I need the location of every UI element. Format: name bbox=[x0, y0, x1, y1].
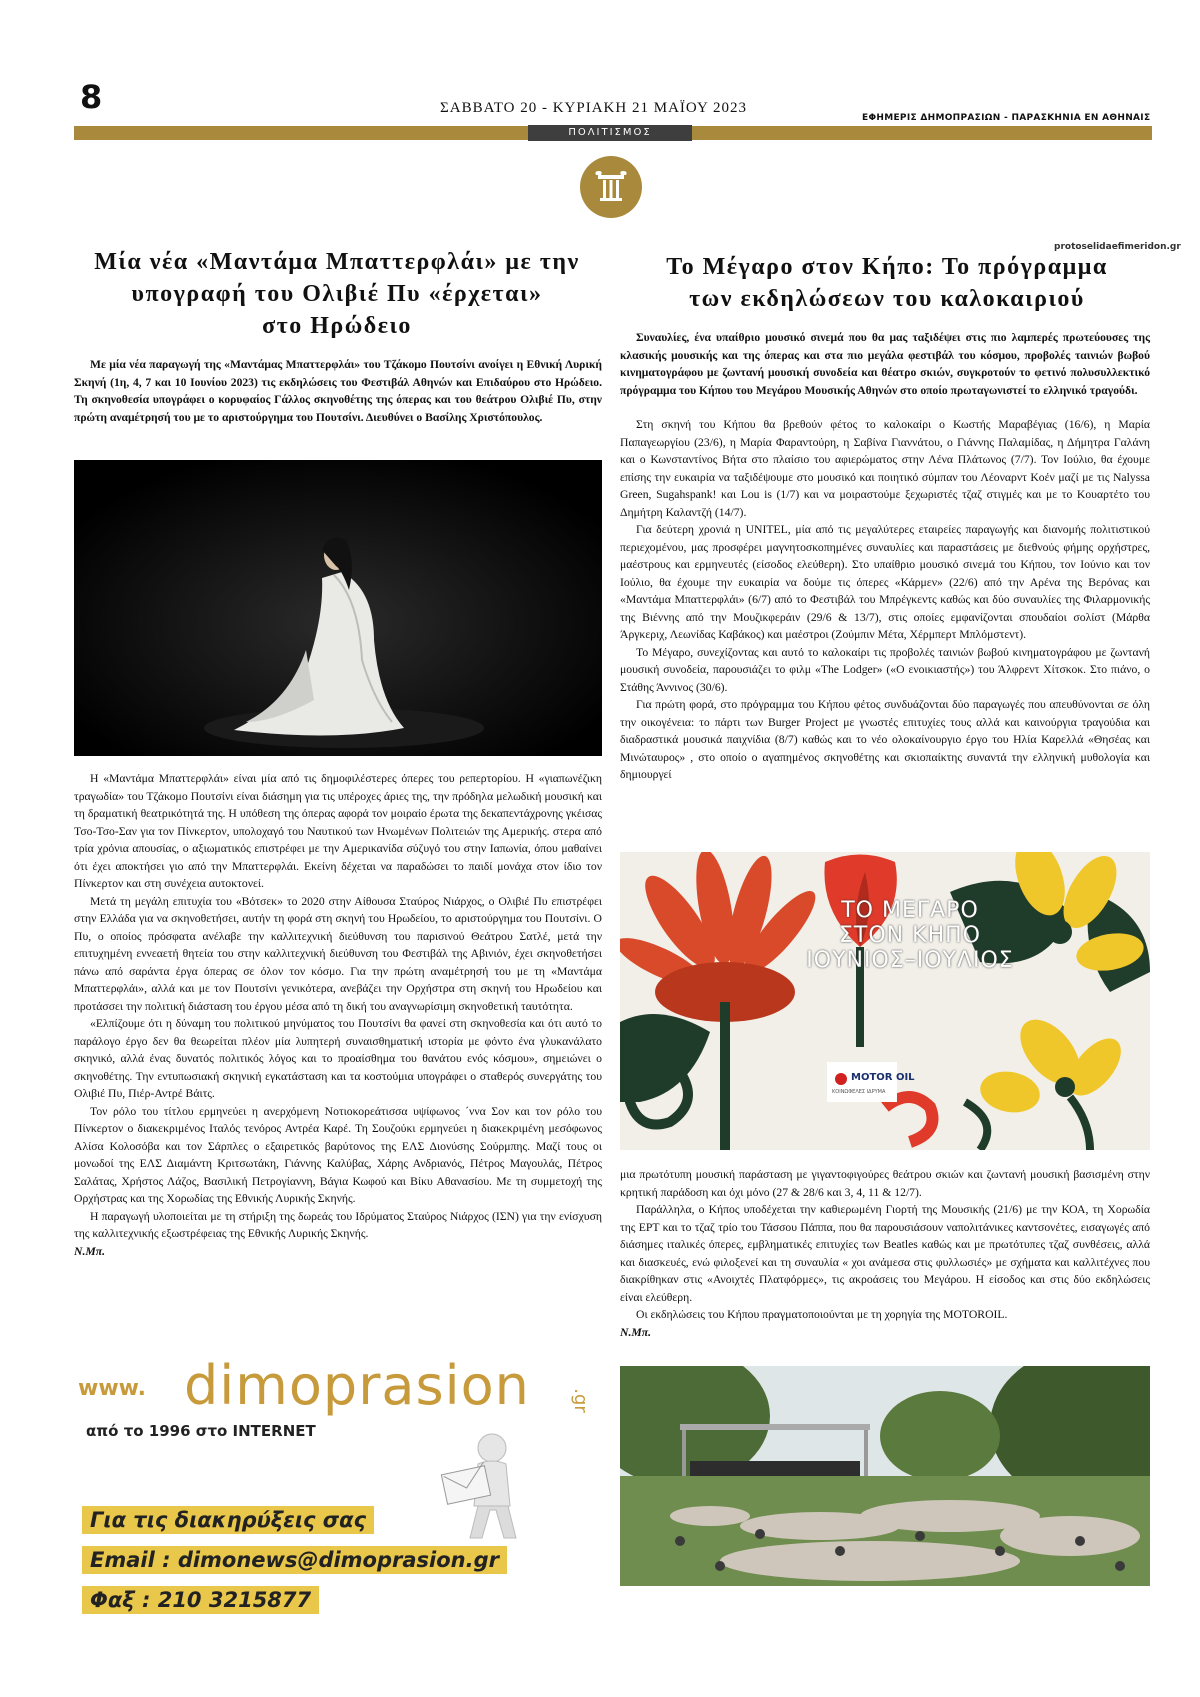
ad-fax: Φαξ : 210 3215877 bbox=[82, 1586, 319, 1614]
ad-www: www. bbox=[78, 1376, 146, 1401]
issue-date: ΣΑΒΒΑΤΟ 20 - ΚΥΡΙΑΚΗ 21 ΜΑΪΟΥ 2023 bbox=[440, 100, 748, 116]
right-article-title bbox=[624, 251, 1150, 315]
paragraph: Η παραγωγή υλοποιείται με τη στήριξη της δωρεάς του Ιδρύματος Σταύρος Νιάρχος (ΙΣΝ) για την ενίσχυση της καλλιτεχνικής εξωστρέφειας της Εθνικής Λυρικής Σκηνής. bbox=[74, 1209, 602, 1240]
poster-title-line: ΣΤΟΝ ΚΗΠΟ bbox=[839, 923, 981, 948]
section-label: ΠΟΛΙΤΙΣΜΟΣ bbox=[528, 125, 692, 141]
source-watermark: protoselidaefimeridon.gr bbox=[1054, 242, 1181, 252]
newspaper-name: ΕΦΗΜΕΡΙΣ ΔΗΜΟΠΡΑΣΙΩΝ - ΠΑΡΑΣΚΗΝΙΑ ΕΝ ΑΘΗΝΑΙΣ bbox=[862, 113, 1151, 123]
paragraph: Για πρώτη φορά, στο πρόγραμμα του Κήπου φέτος συνδυάζονται δύο παραγωγές που απευθύνονται σε όλη την οικογένεια: το πάρτι των Burger Project με γνωστές επιτυχίες τους αλλά και καινούργια τραγούδια και διαδραστικά μουσικά παιχνίδια (8/7) καθώς και το νέο ολοκαίνουργιο έργο του Ηλία Καρελλά «Θησέας και Μινώταυρος» , στο οποίο ο αγαπημένος σκηνοθέτης και σκιοπαίκτης συναντά την ελληνική μυθολογία και δημιουργεί bbox=[620, 698, 1150, 781]
paragraph: Μετά τη μεγάλη επιτυχία του «Βότσεκ» το 2020 στην Αίθουσα Σταύρος Νιάρχος, ο Ολιβιέ Πυ επιστρέφει στην Ελλάδα για να σκηνοθετήσει, αυτήν τη φορά στη σκηνή του Ηρωδείου, το αριστούργημα του Πουτσίνι. Ο Πυ, ο οποίος πρόσφατα ανέλαβε την καλλιτεχνική διεύθυνση του παρισινού Θεάτρου Σατλέ, μετά την επιτυχημένη εννεαετή θητεία του στην καλλιτεχνική διεύθυνση του Φεστιβάλ της Αβινιόν, έχει σκηνοθετήσει πάνω από σαράντα έργα όπερας σε όλον τον κόσμο. Για την πρώτη αναμέτρησή του με τη «Μαντάμα Μπαττερφλάι», αλλά και με τον Πουτσίνι γενικότερα, ανεβάζει την Ορχήστρα στη σκηνή του Ηρωδείου και προτάσσει την πολιτική διάσταση του έργου μέσα από τη δική του αναγνωρίσιμη σκηνοθετική ταυτότητα. bbox=[74, 894, 602, 1013]
title-line: υπογραφή του Ολιβιέ Πυ «έρχεται» bbox=[131, 281, 543, 307]
author-signature: Ν.Μπ. bbox=[74, 1244, 106, 1258]
title-line: Το Μέγαρο στον Κήπο: Το πρόγραμμα bbox=[666, 254, 1108, 280]
title-line: Μία νέα «Μαντάμα Μπαττερφλάι» με την bbox=[94, 249, 580, 275]
poster-title-line: ΙΟΥΝΙΟΣ–ΙΟΥΛΙΟΣ bbox=[806, 948, 1014, 973]
poster-title bbox=[780, 898, 1040, 973]
poster-title-line: ΤΟ ΜΕΓΑΡΟ bbox=[841, 898, 979, 923]
author-signature: Ν.Μπ. bbox=[620, 1325, 652, 1339]
dimoprasion-ad[interactable] bbox=[74, 1354, 602, 1616]
right-article-body bbox=[620, 416, 1150, 784]
paragraph: Οι εκδηλώσεις του Κήπου πραγματοποιούνται με τη χορηγία της MOTOROIL. bbox=[636, 1308, 1008, 1321]
title-line: στο Ηρώδειο bbox=[262, 313, 412, 339]
paragraph: «Ελπίζουμε ότι η δύναμη του πολιτικού μηνύματος του Πουτσίνι θα φανεί στη σκηνοθεσία και ότι αυτό το παράλογο έργο δεν θα θεωρείται πλέον μία λυπητερή συναισθηματική ιστορία με φόντο ένα γλυκανάλατο σκηνικό, αλλά ένας δυνατός πολιτικός λόγος και το προαίσθημα του θανάτου ενός κόσμου», σημειώνει ο σκηνοθέτης. Την εντυπωσιακή σκηνική εγκατάσταση και τα κοστούμια υπογράφει ο σταθερός συνεργάτης του Ολιβιέ Πυ, Πιέρ-Αντρέ Βάιτς. bbox=[74, 1017, 602, 1100]
ad-since: από το 1996 στο INTERNET bbox=[86, 1422, 316, 1440]
paragraph: μια πρωτότυπη μουσική παράσταση με γιγαντοφιγούρες θεάτρου σκιών και ζωντανή μουσική βασισμένη στην κρητική παράδοση και όχι μόνο (27 & 28/6 και 3, 4, 11 & 12/7). bbox=[620, 1168, 1150, 1199]
sponsor-subtitle: ΚΟΙΝΩΦΕΛΕΣ ΙΔΡΥΜΑ bbox=[832, 1089, 886, 1095]
left-article-body bbox=[74, 770, 602, 1260]
ad-email[interactable]: Email : dimonews@dimoprasion.gr bbox=[82, 1546, 507, 1574]
ad-brand: dimoprasion bbox=[184, 1354, 530, 1417]
right-article-body-continued bbox=[620, 1166, 1150, 1341]
page-number: 8 bbox=[80, 78, 103, 116]
opera-singer-photo bbox=[74, 460, 602, 756]
paragraph: Στη σκηνή του Κήπου θα βρεθούν φέτος το καλοκαίρι ο Κωστής Μαραβέγιας (16/6), η Μαρία Παπαγεωργίου (23/6), η Μαρία Φαραντούρη, η Σαβίνα Γιαννάτου, ο Γιάννης Παλαμίδας, η Δήμητρα Γαλάνη και ο Κωνσταντίνος Βήτα στο πλαίσιο του αφιερώματος στην Λένα Πλάτωνος (7/7). Τον Ιούλιο, θα έχουμε επίσης την ευκαιρία να ταξιδέψουμε στο μουσικό και ποιητικό σύμπαν του Λέοναρντ Κοέν μαζί με τις Nalyssa Green, Sugahspank! και Lou is (1/7) και να μοιραστούμε ξεχωριστές τζαζ στιγμές και με το Κουαρτέτο του Δημήτρη Καλαντζή (14/7). bbox=[620, 418, 1150, 519]
column-capital-icon bbox=[580, 156, 642, 218]
left-article-title bbox=[70, 246, 604, 342]
paragraph: Το Μέγαρο, συνεχίζοντας και αυτό το καλοκαίρι τις προβολές ταινιών βωβού κινηματογράφου με ζωντανή μουσική συνοδεία, παρουσιάζει το φιλμ «The Lodger» («Ο ενοικιαστής») του Άλφρεντ Χίτσκοκ. Στο πιάνο, ο Στάθης Άννινος (30/6). bbox=[620, 645, 1150, 694]
right-article-lead: Συναυλίες, ένα υπαίθριο μουσικό σινεμά που θα μας ταξιδέψει στις πιο λαμπερές πρωτεύουσες της κλασικής μουσικής και της όπερας και στα πιο μεγάλα φεστιβάλ του κόσμου, προβολές ταινιών βωβού κινηματογράφου με ζωντανή μουσική συνοδεία και θέατρο σκιών, συγκροτούν το φετινό πολυσυλλεκτικό πρόγραμμα του Κήπου του Μεγάρου Μουσικής Αθηνών στο οποίο πρωταγωνιστεί το ελληνικό τραγούδι. bbox=[620, 331, 1150, 397]
paragraph: Για δεύτερη χρονιά η UNITEL, μία από τις μεγαλύτερες εταιρείες παραγωγής και διανομής πολιτιστικού περιεχομένου, μας προσφέρει μαγνητοσκοπημένες συναυλίες και παραστάσεις με διεθνούς φήμης ορχήστρες, μαέστρους και ερμηνευτές (είσοδος ελεύθερη). Στο υπαίθριο μουσικό σινεμά του Κήπου, τον Ιούνιο και τον Ιούλιο, θα έχουμε την ευκαιρία να δούμε τις όπερες «Κάρμεν» (22/6) από την Αρένα της Βερόνας και «Μαντάμα Μπαττερφλάι» (6/7) από το Φεστιβάλ του Μπρέγκεντς καθώς και δύο συναυλίες της Φιλαρμονικής της Βιέννης από την Μουζικφεράιν (29/6 & 13/7), στις οποίες εμφανίζονται σπουδαίοι σολίστ (Μάρθα Άργκεριχ, Λεωνίδας Καβάκος) και μαέστροι (Ζούμπιν Μέτα, Χέρμπερτ Μπλόμστεντ). bbox=[620, 523, 1150, 641]
left-article-lead: Με μία νέα παραγωγή της «Μαντάμας Μπαττερφλάι» του Τζάκομο Πουτσίνι ανοίγει η Εθνική Λυρική Σκηνή (1η, 4, 7 και 10 Ιουνίου 2023) τις εκδηλώσεις του Φεστιβάλ Αθηνών και Επιδαύρου στο Ηρώδειο. Τη σκηνοθεσία υπογράφει ο κορυφαίος Γάλλος σκηνοθέτης της όπερας και του θεάτρου Ολιβιέ Πυ, στην πρώτη αναμέτρησή του με το αριστούργημα του Πουτσίνι. Διευθύνει ο Βασίλης Χριστόπουλος. bbox=[74, 358, 602, 424]
garden-concert-photo bbox=[620, 1366, 1150, 1586]
mail-figure-icon bbox=[434, 1426, 554, 1551]
sponsor-logo: MOTOR OIL bbox=[851, 1072, 915, 1083]
paragraph: Τον ρόλο του τίτλου ερμηνεύει η ανερχόμενη Νοτιοκορεάτισσα υψίφωνος ´ννα Σον και τον ρόλο του Πίνκερτον ο διακεκριμένος Ιταλός τενόρος Αντρέα Καρέ. Τη Σουζούκι ερμηνεύει η διακεκριμένη μεσόφωνος Αλίσα Κολοσόβα και τον Σάρπλες ο εξαιρετικός βαρύτονος της ΕΛΣ Διονύσης Σούρμπης. Μαζί τους οι μονωδοί της ΕΛΣ Διαμάντη Κριτσωτάκη, Γιάννης Καλύβας, Χάρης Ανδριανός, Πέτρος Μαγουλάς, Πέτρος Σαλάτας, Χρήστος Λάζος, Βασιλική Πετρογίαννη, Βάγια Κωφού και Βίκυ Αθανασίου. Με τη συμμετοχή της Ορχήστρας και της Χορωδίας της Εθνικής Λυρικής Σκηνής. bbox=[74, 1104, 602, 1205]
ad-tagline: Για τις διακηρύξεις σας bbox=[82, 1506, 374, 1534]
paragraph: Παράλληλα, ο Κήπος υποδέχεται την καθιερωμένη Γιορτή της Μουσικής (21/6) με την ΚΟΑ, τη Χορωδία της ΕΡΤ και το τζαζ τρίο του Τάσσου Πάππα, που θα παρουσιάσουν ναπολιτάνικες καντσονέτες, εισαγωγές από διάσημες ιταλικές όπερες, εμβληματικές επιτυχίες των Beatles καθώς και με πρωτότυπες τζαζ συνθέσεις, αλλά και διασκευές, ενώ φιλοξενεί και τη συναυλία « χοι ανάμεσα στις φυλλωσιές» με σχήματα και καλλιτέχνες που διακρίθηκαν στις «Ανοιχτές Πλατφόρμες», τις ακροάσεις του Μεγάρου. Η είσοδος και στις δύο εκδηλώσεις είναι ελεύθερη. bbox=[620, 1203, 1150, 1304]
ad-tld: .gr bbox=[569, 1388, 591, 1413]
megaron-garden-poster bbox=[620, 852, 1150, 1150]
title-line: των εκδηλώσεων του καλοκαιριού bbox=[689, 286, 1085, 312]
paragraph: Η «Μαντάμα Μπαττερφλάι» είναι μία από τις δημοφιλέστερες όπερες του ρεπερτορίου. Η «γιαπωνέζικη τραγωδία» του Τζάκομο Πουτσίνι είναι διάσημη για τις υπέροχες άριες της, την πρόδηλα μελωδική μουσική και τη δραματική θεατρικότητά της. Η υπόθεση της όπερας αφορά τον μοιραίο έρωτα της δεκαπεντάχρονης γκέισας Τσο-Τσο-Σαν για τον Πίνκερτον, υπολοχαγό του Ναυτικού των Ηνωμένων Πολιτειών της Αμερικής. στερα από τρία χρόνια απουσίας, ο αξιωματικός επιστρέφει με την Αμερικανίδα σύζυγό του στην Ιαπωνία, όπου μαθαίνει ότι έχει αποκτήσει γιο από την Μπαττερφλάι. Εκείνη δέχεται να παραδώσει το παιδί μονάχα στον ίδιο τον Πίνκερτον και στη συνέχεια αυτοκτονεί. bbox=[74, 772, 602, 890]
